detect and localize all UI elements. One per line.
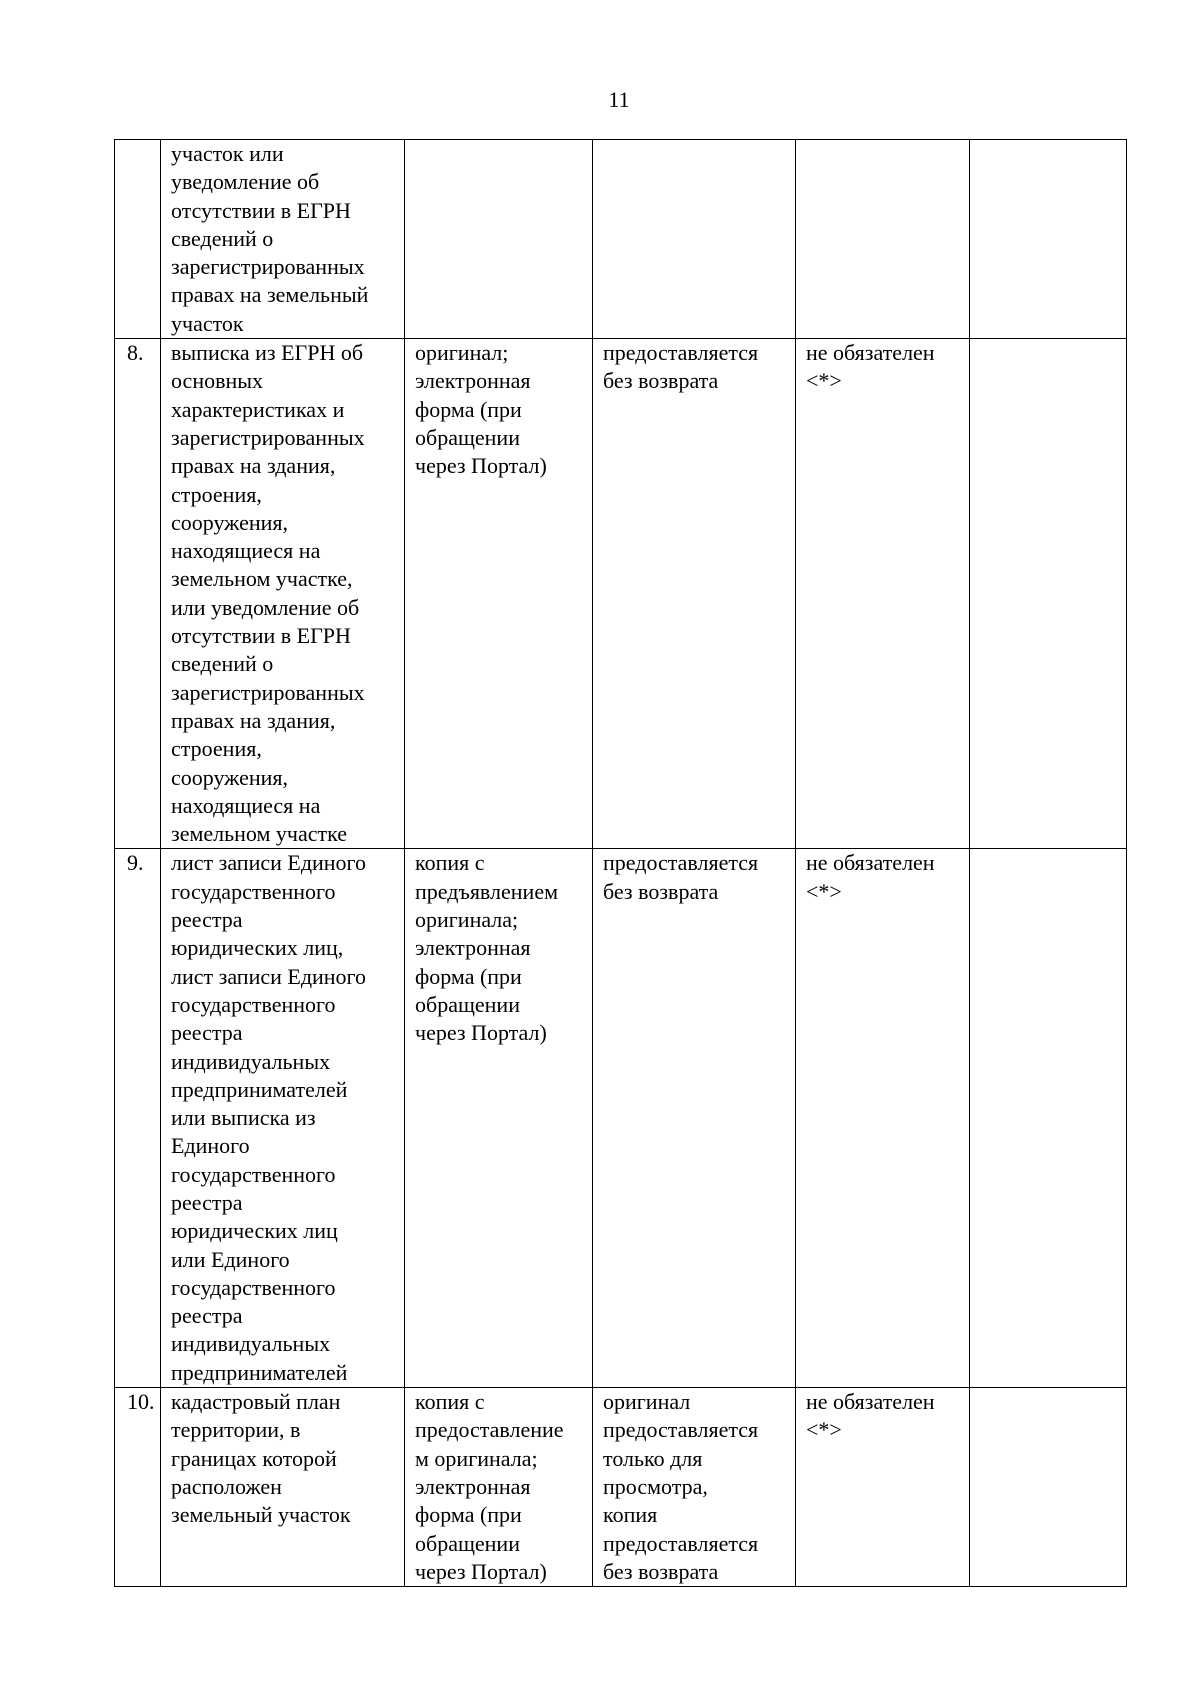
note-cell	[970, 140, 1127, 339]
return-terms-cell: оригинал предоставляется только для просмотра, копия предоставляется без возврата	[593, 1388, 796, 1587]
page-number: 11	[608, 87, 630, 112]
table-row	[115, 849, 1127, 1388]
table-row	[115, 339, 1127, 849]
note-cell	[970, 1388, 1127, 1587]
mandatory-cell: не обязателен <*>	[796, 339, 970, 849]
return-terms-cell	[593, 140, 796, 339]
mandatory-cell: не обязателен <*>	[796, 849, 970, 1388]
row-number-cell: 9.	[115, 849, 161, 1388]
mandatory-cell: не обязателен <*>	[796, 1388, 970, 1587]
document-name-cell: выписка из ЕГРН об основных характеристиках и зарегистрированных правах на здания, строения, сооружения, находящиеся на земельном участке, или уведомление об отсутствии в ЕГРН сведений о зарегистрированных правах на здания, строения, сооружения, находящиеся на земельном участке	[161, 339, 405, 849]
note-cell	[970, 339, 1127, 849]
row-number-cell	[115, 140, 161, 339]
row-number-cell: 10.	[115, 1388, 161, 1587]
return-terms-cell: предоставляется без возврата	[593, 849, 796, 1388]
note-cell	[970, 849, 1127, 1388]
document-name-cell: участок или уведомление об отсутствии в ЕГРН сведений о зарегистрированных правах на земельный участок	[161, 140, 405, 339]
document-name-cell: лист записи Единого государственного реестра юридических лиц, лист записи Единого государственного реестра индивидуальных предпринимателей или выписка из Единого государственного реестра юридических лиц или Единого государственного реестра индивидуальных предпринимателей	[161, 849, 405, 1388]
table-row	[115, 1388, 1127, 1587]
table-row	[115, 140, 1127, 339]
document-form-cell: копия с предъявлением оригинала; электронная форма (при обращении через Портал)	[405, 849, 593, 1388]
mandatory-cell	[796, 140, 970, 339]
document-form-cell	[405, 140, 593, 339]
documents-table	[114, 139, 1127, 1587]
row-number-cell: 8.	[115, 339, 161, 849]
document-form-cell: оригинал; электронная форма (при обращении через Портал)	[405, 339, 593, 849]
return-terms-cell: предоставляется без возврата	[593, 339, 796, 849]
document-form-cell: копия с предоставление м оригинала; электронная форма (при обращении через Портал)	[405, 1388, 593, 1587]
document-name-cell: кадастровый план территории, в границах которой расположен земельный участок	[161, 1388, 405, 1587]
